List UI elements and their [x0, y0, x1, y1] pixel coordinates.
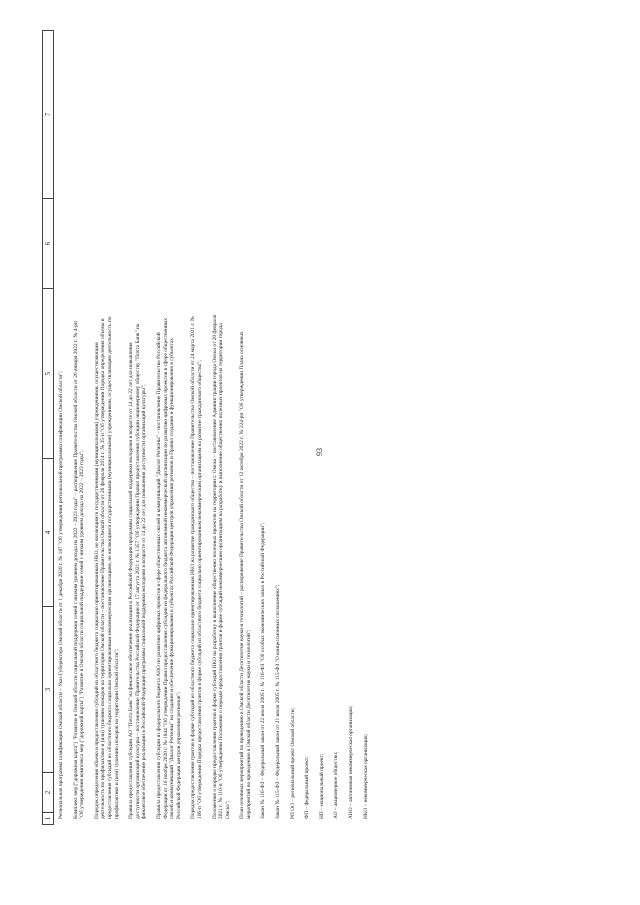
- column-header-2: 2: [43, 772, 53, 812]
- column-header-1: 1: [43, 812, 53, 825]
- list-item-line: связей и коммуникаций "Диалог Регионы" на создание и обеспечение функционирования в субъектах Российской Федерации центров управления регионов и Правил создания и функционирования в субъектах: [169, 337, 176, 819]
- list-item-line: Положение о порядке предоставления грантов в форме субсидий НКО на разработку и выполнение общественно полезных проектов на территории г. Омска – постановление Администрации города Омска от 20 февраля: [211, 314, 218, 819]
- list-item-line: АО – акционерное общество;: [333, 751, 340, 819]
- list-item-line: Комплекс мер ("дорожная карта") "Развитие в Омской области социальной поддержки семей с низким уровнем дохода на 2022 – 2023 годы" – распоряжение Правительства Омской области от 26 января 2022 г. № 4-рп: [72, 321, 79, 819]
- list-item-line: РП ОО – региональный проект Омской области;: [289, 708, 296, 819]
- list-item-line: предоставления субсидий из областного бюджета социально ориентированным некоммерческим организациям, не являющимся государственными (муниципальными) учреждениями, осуществляющим деятельность по: [106, 316, 113, 819]
- list-item-line: НКО – некоммерческая организация;: [362, 733, 369, 819]
- list-item: [304, 30, 311, 825]
- list-item: [190, 30, 203, 825]
- list-item: [128, 30, 148, 825]
- list-item: [319, 30, 326, 825]
- column-header-5: 5: [43, 288, 53, 458]
- list-item-line: Российской Федерации центров управления регионов";: [175, 691, 182, 819]
- list-item-line: План основных мероприятий по проведению в Омской области Десятилетия науки и технологий – распоряжение Правительства Омской области от 12 октября 2022 г. № 224-рп "Об утверждении Плана основных: [239, 331, 246, 819]
- list-item: [212, 30, 232, 825]
- list-item-line: Правила предоставления субсидии АО "Почта Банк" на финансовое обеспечение реализации в Российской Федерации программы социальной поддержки молодежи в возрасте от 14 до 22 лет для повышения: [128, 342, 135, 819]
- list-item-line: Региональная программа газификации Омской области – Указ Губернатора Омской области от 1 декабря 2020 г. № 187 "Об утверждении региональной программы газификации Омской области";: [58, 371, 64, 819]
- list-item-line: ФП – федеральный проект;: [304, 756, 311, 819]
- list-item-line: профилактике и (или) тушению пожаров на территории Омской области";: [113, 648, 120, 819]
- page-number: 93: [315, 448, 324, 456]
- column-header-6: 6: [43, 198, 53, 288]
- list-item-line: Порядок определения объема и предоставления субсидий из областного бюджета социально ориентированным НКО, не являющимся государственными (муниципальными) учреждениями, осуществляющим: [93, 342, 100, 819]
- list-item: [94, 30, 120, 825]
- list-item-line: доступности организаций культуры – постановление Правительства Российской Федерации от 17 августа 2021 г. № 1357 "Об утверждении Правил предоставления субсидии акционерному обществу "Почта Банк" на: [134, 323, 141, 819]
- list-item: [348, 30, 355, 825]
- column-header-4: 4: [43, 458, 53, 606]
- list-item: [156, 30, 182, 825]
- list-item: [260, 30, 267, 825]
- list-item-line: 2021 г. № 110-п "Об утверждении Положения о порядке предоставления грантов в форме субсидий некоммерческим организациям на разработку и выполнение общественно полезных проектов на территории города: [218, 323, 225, 819]
- list-item-line: НП – национальный проект;: [318, 753, 325, 819]
- list-item-line: Федерации от 16 ноября 2020 г. № 1844 "Об утверждении Правил предоставления субсидии из федерального бюджета автономной некоммерческой организации по развитию цифровых проектов в сфере общественных: [162, 317, 169, 819]
- list-item: [58, 30, 65, 825]
- list-item-line: деятельность по профилактике и (или) тушению пожаров на территории Омской области – постановление Правительства Омской области от 26 февраля 2014 г. № 35-п "Об утверждении Порядка определения объема и: [100, 318, 107, 819]
- column-header-7: 7: [43, 30, 53, 198]
- list-item-line: "Об утверждении комплекса мер ("дорожной карты") "Развитие в Омской области социальной поддержки семей с низким уровнем дохода на 2022 – 2023 годы";: [79, 450, 86, 819]
- list-item-line: финансовое обеспечение реализации в Российской Федерации программы социальной поддержки молодежи в возрасте от 14 до 22 лет для повышения доступности организаций культуры";: [141, 384, 148, 819]
- list-item-line: мероприятий по проведению в Омской области Десятилетия науки и технологий";: [245, 629, 252, 819]
- column-number-header: [42, 30, 54, 825]
- list-item-line: АНО – автономная некоммерческая организация;: [348, 705, 355, 819]
- list-item: [290, 30, 297, 825]
- list-item-line: Закон № 115-ФЗ – Федеральный закон от 21 июля 2005 г. № 115-ФЗ "О концессионных соглашениях";: [275, 584, 282, 819]
- notes-list: [58, 30, 377, 825]
- list-item: [275, 30, 282, 825]
- list-item-line: 106-п "Об утверждении Порядка предоставления грантов в форме субсидий из областного бюджета социально ориентированным некоммерческим организациям на развитие гражданского общества";: [196, 360, 203, 819]
- list-item-line: Закон № 116-ФЗ – Федеральный закон от 22 июля 2005 г. № 116-ФЗ "Об особых экономических зонах в Российской Федерации";: [260, 522, 267, 819]
- column-header-3: 3: [43, 606, 53, 772]
- list-item: [73, 30, 86, 825]
- list-item-line: Порядок предоставления грантов в форме субсидий из областного бюджета социально ориентированным НКО на развитие гражданского общества – постановление Правительства Омской области от 24 марта 2021 г. №: [190, 316, 197, 819]
- list-item: [239, 30, 252, 825]
- list-item: [333, 30, 340, 825]
- rotated-table-sheet: [42, 30, 597, 825]
- list-item-line: Омска";: [224, 800, 231, 819]
- list-item: [363, 30, 370, 825]
- list-item-line: Правила предоставления субсидии из федерального бюджета АНО по развитию цифровых проектов в сфере общественных связей и коммуникаций "Диалог Регионы" – постановление Правительства Российской: [155, 332, 162, 819]
